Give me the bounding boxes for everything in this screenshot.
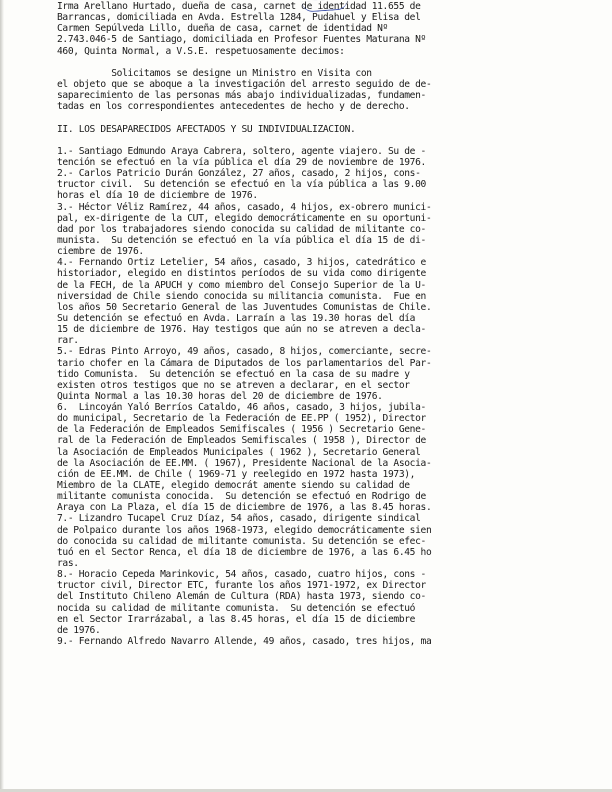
text-line: tructor civil. Su detención se efectuó en la vía pública a las 9.00 (57, 179, 426, 191)
text-line: 6. Lincoyán Yaló Berríos Cataldo, 46 años, casado, 3 hijos, jubila- (57, 402, 426, 414)
text-line: dad por los trabajadores siendo conocida su calidad de militante co- (57, 223, 426, 235)
text-line: historiador, elegido en distintos períodos de su vida como dirigente (57, 268, 426, 280)
text-line: tuó en el Sector Renca, el día 18 de diciembre de 1976, a las 6.45 ho (57, 546, 432, 558)
text-line: 2.- Carlos Patricio Durán González, 27 años, casado, 2 hijos, cons- (57, 168, 421, 180)
text-line: de la Federación de Empleados Semifiscales ( 1956 ) Secretario Gene- (57, 424, 426, 436)
text-line: 1.- Santiago Edmundo Araya Cabrera, soltero, agente viajero. Su de - (57, 145, 426, 157)
typed-text-body (57, 1, 612, 647)
text-line: tadas en los correspondientes antecedentes de hecho y de derecho. (57, 101, 410, 113)
text-line: 460, Quinta Normal, a V.S.E. respetuosamente decimos: (57, 45, 345, 57)
text-line: 9.- Fernando Alfredo Navarro Allende, 49 años, casado, tres hijos, ma (57, 636, 432, 648)
text-line: militante comunista conocida. Su detención se efectuó en Rodrigo de (57, 491, 426, 503)
text-line: ción de EE.MM. de Chile ( 1969-71 y reelegido en 1972 hasta 1973), (57, 468, 416, 480)
text-line: Solicitamos se designe un Ministro en Visita con (57, 67, 372, 79)
text-line: rar. (57, 335, 79, 347)
text-line: II. LOS DESAPARECIDOS AFECTADOS Y SU INDIVIDUALIZACION. (57, 123, 356, 135)
text-line: munista. Su detención se efectuó en la vía pública el día 15 de di- (57, 234, 426, 246)
text-line: los años 50 Secretario General de las Juventudes Comunistas de Chile. (57, 301, 432, 313)
text-line: Miembro de la CLATE, elegido democrát amente siendo su calidad de (57, 480, 410, 492)
text-line: pal, ex-dirigente de la CUT, elegido democráticamente en su oportuni- (57, 212, 432, 224)
text-line: de la Asociación de EE.MM. ( 1967), Presidente Nacional de la Asocia- (57, 457, 432, 469)
text-line: tario chofer en la Cámara de Diputados de los parlamentarios del Par- (57, 357, 432, 369)
text-line: 8.- Horacio Cepeda Marinkovic, 54 años, casado, cuatro hijos, cons - (57, 569, 426, 581)
blank-line (57, 112, 612, 123)
text-line: existen otros testigos que no se atreven a declarar, en el sector (57, 379, 410, 391)
text-line: do conocida su calidad de militante comunista. Su detención se efec- (57, 535, 426, 547)
text-line: Araya con La Plaza, el día 15 de diciembre de 1976, a las 8.45 horas. (57, 502, 432, 514)
text-line: ral de la Federación de Empleados Semifiscales ( 1958 ), Director de (57, 435, 426, 447)
text-line: del Instituto Chileno Alemán de Cultura (RDA) hasta 1973, siendo co- (57, 591, 426, 603)
text-line: ras. (57, 558, 79, 570)
text-line: Irma Arellano Hurtado, dueña de casa, carnet de identidad 11.655 de (57, 1, 421, 12)
text-line: tido Comunista. Su detención se efectuó en la casa de su madre y (57, 368, 410, 380)
text-line: Carmen Sepúlveda Lillo, dueña de casa, carnet de identidad Nº (57, 23, 388, 35)
text-line: ciembre de 1976. (57, 246, 144, 258)
text-line: tención se efectuó en la vía pública el día 29 de noviembre de 1976. (57, 156, 426, 168)
text-line: de la FECH, de la APUCH y como miembro del Consejo Superior de la U- (57, 279, 426, 291)
text-line: nocida su calidad de militante comunista. Su detención se efectuó (57, 602, 416, 614)
text-line: Barrancas, domiciliada en Avda. Estrella 1284, Pudahuel y Elisa del (57, 12, 421, 24)
text-line: el objeto que se aboque a la investigación del arresto seguido de de- (57, 78, 432, 90)
text-line: Quinta Normal a las 10.30 horas del 20 de diciembre de 1976. (57, 390, 383, 402)
text-line: do municipal, Secretario de la Federación de EE.PP ( 1952), Director (57, 413, 426, 425)
text-line: en el Sector Irarrázabal, a las 8.45 horas, el día 15 de diciembre (57, 613, 416, 625)
text-line: 5.- Edras Pinto Arroyo, 49 años, casado, 8 hijos, comerciante, secre- (57, 346, 432, 358)
text-line: 4.- Fernando Ortiz Letelier, 54 años, casado, 3 hijos, catedrático e (57, 257, 426, 269)
text-line: 15 de diciembre de 1976. Hay testigos que aún no se atreven a decla- (57, 324, 426, 336)
text-line: niversidad de Chile siendo conocida su militancia comunista. Fue en (57, 290, 426, 302)
text-line: 7.- Lizandro Tucapel Cruz Díaz, 54 años, casado, dirigente sindical (57, 513, 421, 525)
blank-line (57, 135, 612, 146)
text-line: Su detención se efectuó en Avda. Larraín a las 19.30 horas del día (57, 312, 416, 324)
blank-line (57, 57, 612, 68)
text-line: de 1976. (57, 624, 101, 636)
text-line: 3.- Héctor Véliz Ramírez, 44 años, casado, 4 hijos, ex-obrero munici- (57, 201, 432, 213)
text-line: la Asociación de Empleados Municipales ( 1962 ), Secretario General (57, 446, 421, 458)
text-line: de Polpaico durante los años 1968-1973, elegido democráticamente sien (57, 524, 432, 536)
text-line: 2.743.046-5 de Santiago, domiciliada en Profesor Fuentes Maturana Nº (57, 34, 426, 46)
text-line: saparecimiento de las personas más abajo individualizadas, fundamen- (57, 90, 426, 102)
page-shadow-left (0, 0, 4, 792)
text-line: tructor civil, Director ETC, furante los años 1971-1972, ex Director (57, 580, 426, 592)
text-line: horas el día 10 de diciembre de 1976. (57, 190, 258, 202)
